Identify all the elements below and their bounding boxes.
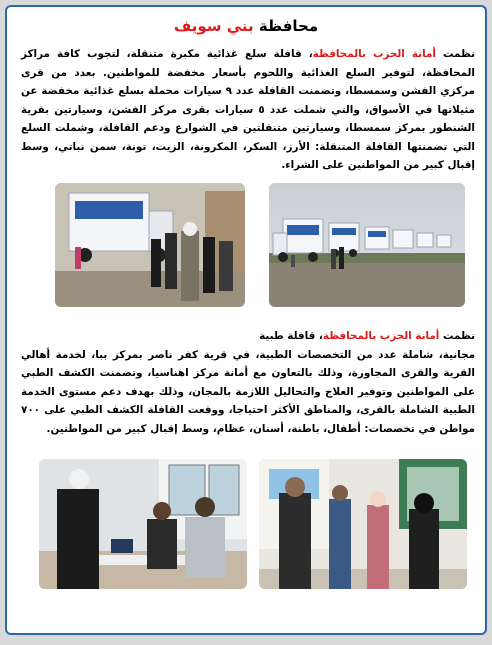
medical-convoy-registration-photo [259, 459, 467, 589]
food-truck-crowd-photo [55, 183, 245, 307]
org-name-highlight: أمانة الحزب بالمحافظة [312, 48, 436, 60]
paragraph-subtitle: ، قافلة طبية [259, 330, 323, 342]
page-title [7, 17, 485, 35]
paragraph-intro: نظمت [443, 330, 475, 342]
food-convoy-trucks-photo [269, 183, 465, 307]
medical-convoy-paragraph [21, 327, 475, 438]
document-page [5, 5, 487, 635]
title-governorate-name: بني سويف [173, 17, 254, 35]
paragraph-intro: نظمت [443, 48, 475, 60]
food-convoy-paragraph [21, 45, 475, 175]
org-name-highlight: أمانة الحزب بالمحافظة [322, 330, 440, 342]
medical-examination-photo [39, 459, 247, 589]
paragraph-body: مجانية، شاملة عدد من التخصصات الطبية، في قرية كفر ناصر بمركز ببا، لخدمة أهالي القرية والقرى المجاورة، وذلك بالتعاون مع أمانة مركز اهناسيا، وتضمنت الكشف الطبي على المواطنين وتوفير العلاج والتحاليل اللازمة بالمجان، وذلك بهدف دعم مستوى الخدمة الطبية الشاملة بالقرى، والمناطق الأكثر احتياجا، ووقعت القافلة الكشف الطبي على ٧٠٠ مواطن في تخصصات: أطفال، باطنة، أسنان، عظام، وسط إقبال كبير من المواطنين. [21, 348, 475, 435]
title-prefix: محافظة [258, 17, 319, 35]
paragraph-body: ، قافلة سلع غذائية مكبرة متنقلة، لتجوب كافة مراكز المحافظة، لتوفير السلع الغذائية واللحوم بأسعار مخفضة للمواطنين. بعدد من قرى مركزي الفشن وسمسطا، وتضمنت القافلة عدد ٩ سيارات محملة بسلع غذائية مخفضة عن مثيلاتها في الأسواق، والتي شملت عدد ٥ سيارات بقرى مركز الفشن، وسيارتين بقرية الشنطور بمركز سمسطا، وسيارتين متنقلتين في الشوارع ودعم القافلة، وشملت السلع التي تضمنتها القافلة المتنقلة: الأرز، السكر، المكرونة، الزيت، تونة، سمن نباتي، وسط إقبال كبير من المواطنين على الشراء. [21, 48, 475, 171]
